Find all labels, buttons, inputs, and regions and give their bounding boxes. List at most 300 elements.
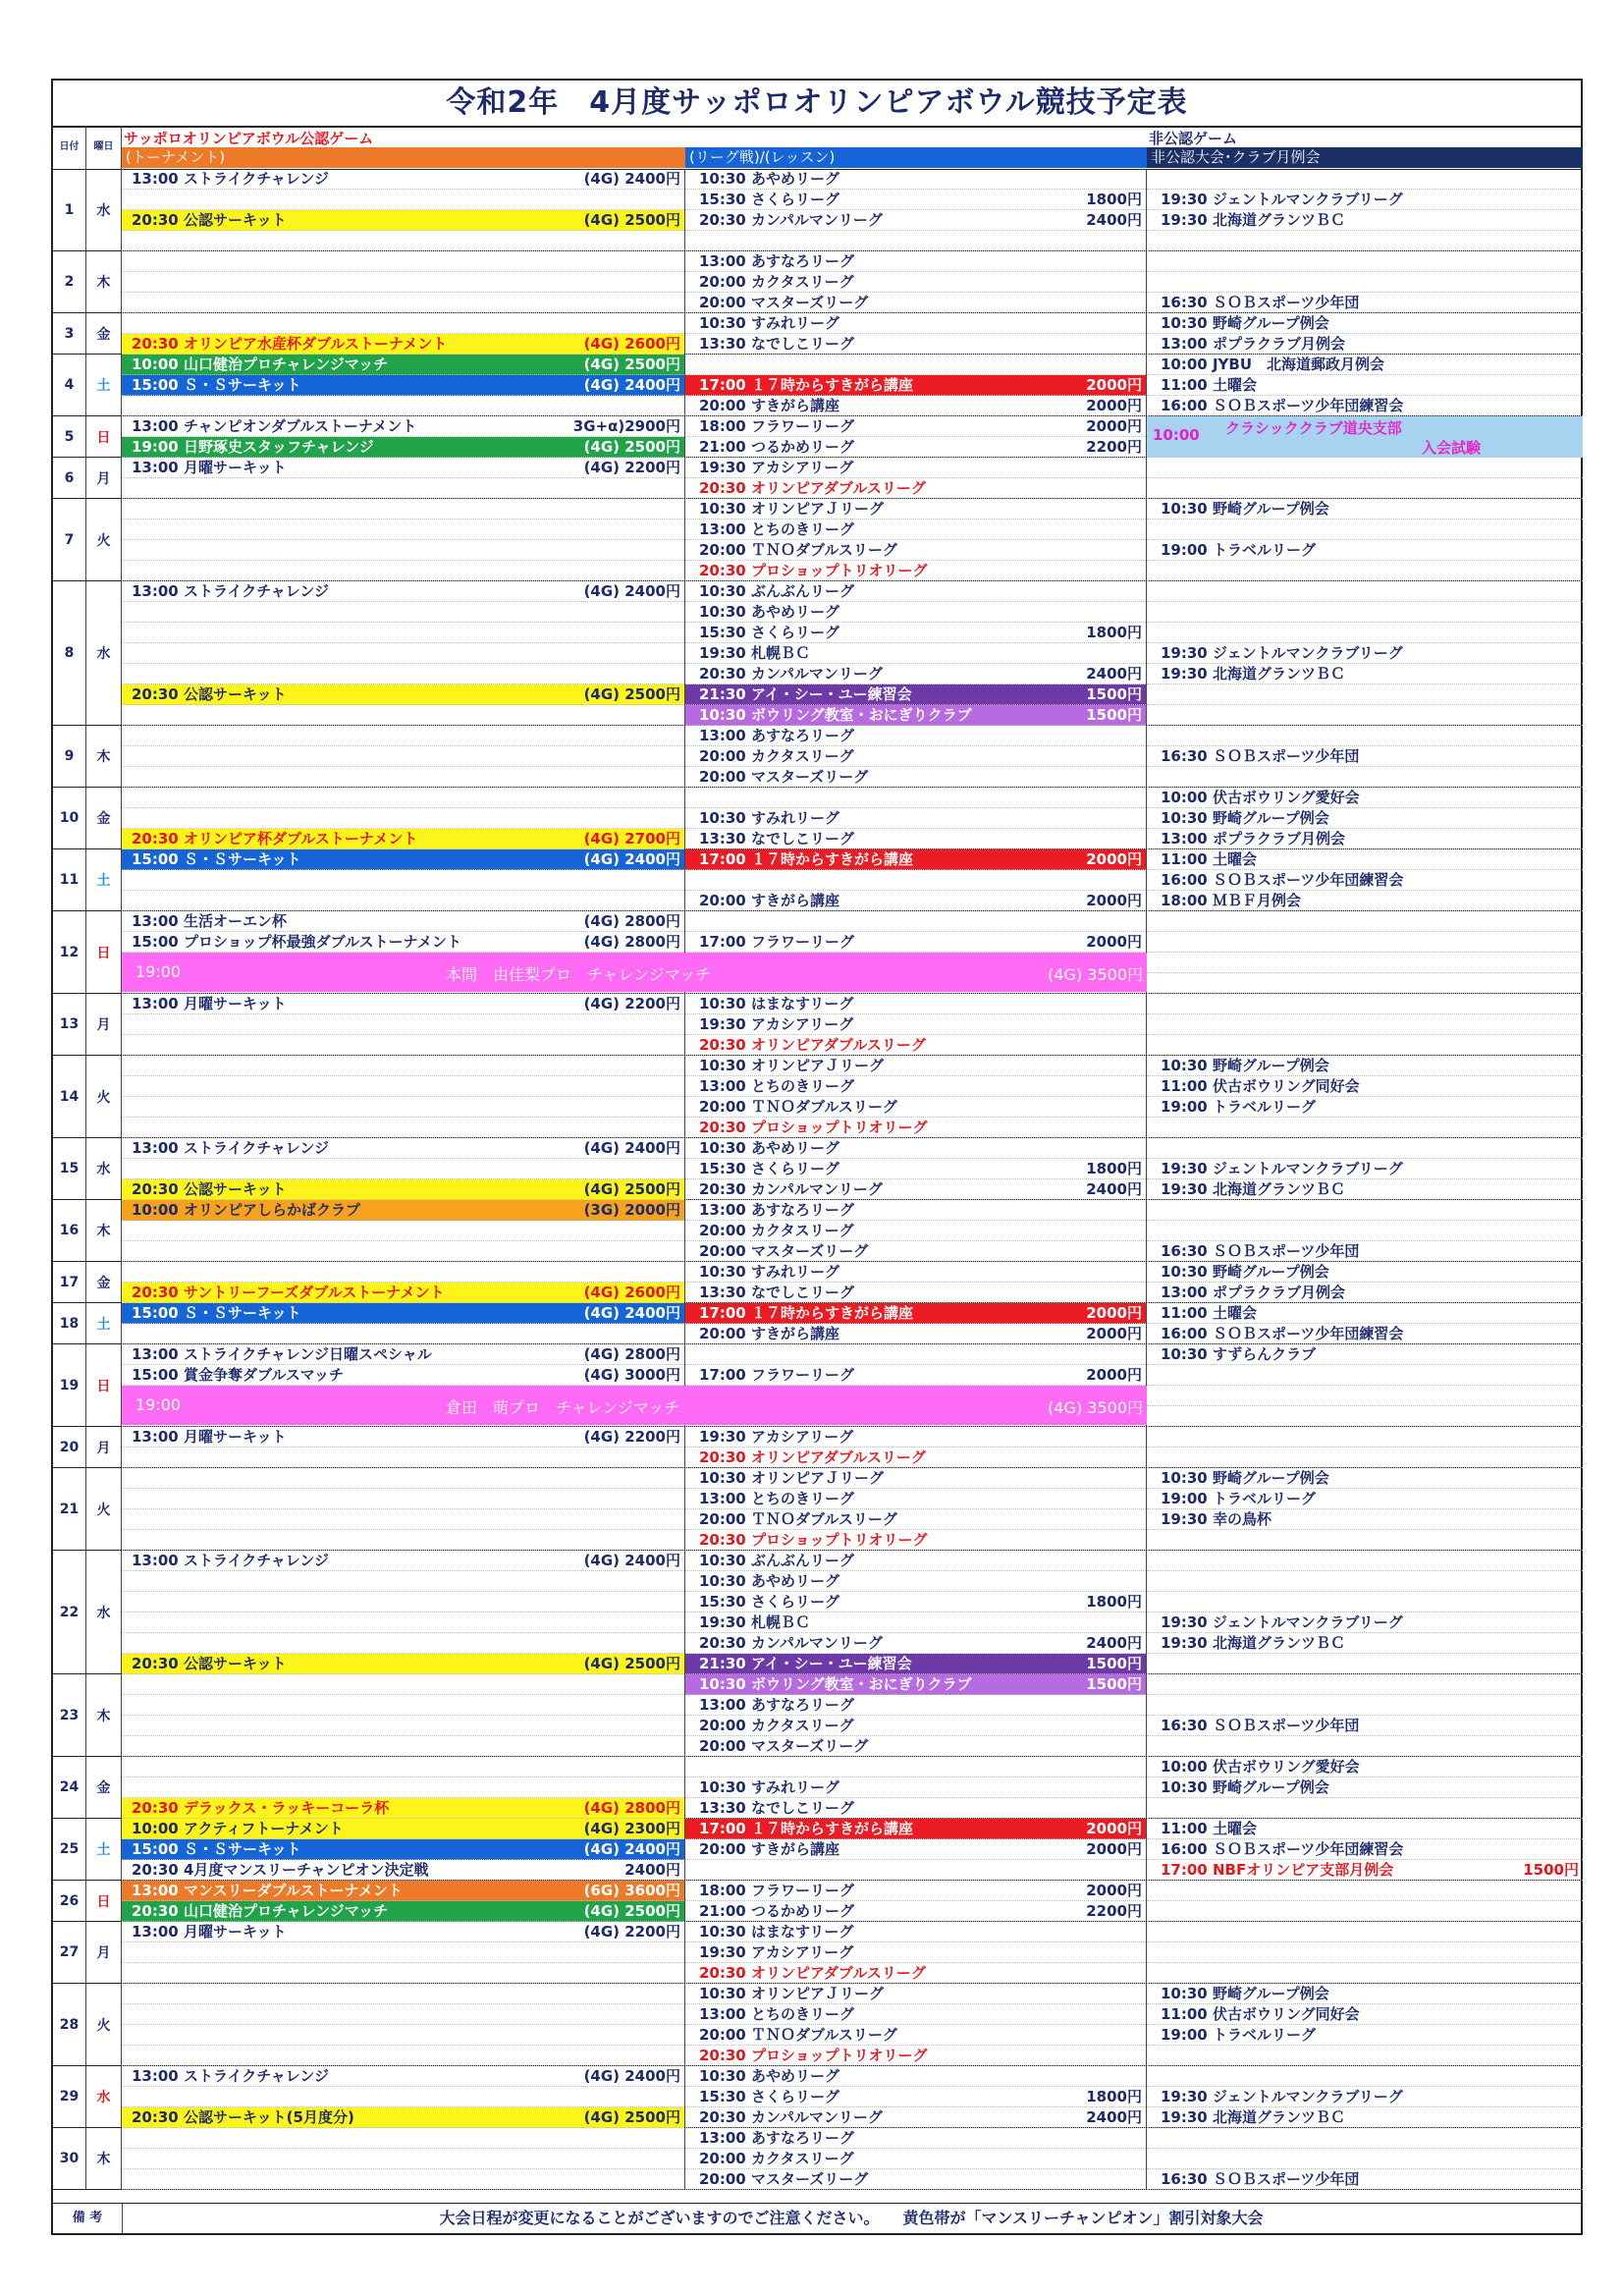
event-title: 17:00 NBFオリンピア支部月例会 xyxy=(1161,1861,1394,1879)
event-entry xyxy=(122,911,684,932)
day-row xyxy=(53,581,1581,726)
event-title: 10:30 あやめリーグ xyxy=(699,1572,839,1590)
day-number: 5 xyxy=(53,416,86,457)
weekday: 日 xyxy=(86,1344,122,1426)
event-entry xyxy=(122,2066,684,2087)
event-entry xyxy=(685,334,1146,355)
event-title: 15:00 Ｓ・Ｓサーキット xyxy=(132,850,301,868)
event-title: 18:00 ＭＢＦ月例会 xyxy=(1161,892,1301,909)
league-column xyxy=(685,849,1147,910)
event-title: 19:00 トラベルリーグ xyxy=(1161,541,1316,559)
event-price: 2000円 xyxy=(1086,397,1142,414)
grid-line xyxy=(1147,231,1583,251)
grid-line xyxy=(122,1613,684,1633)
day-number: 11 xyxy=(53,849,86,910)
grid-line xyxy=(1147,726,1583,746)
event-entry xyxy=(1147,1509,1583,1530)
event-title: 20:00 ＴＮＯダブルスリーグ xyxy=(699,1510,897,1528)
grid-line xyxy=(1147,1221,1583,1241)
grid-line xyxy=(122,1716,684,1736)
day-row xyxy=(53,313,1581,355)
event-entry xyxy=(1147,2025,1583,2046)
event-title: 19:30 札幌ＢＣ xyxy=(699,644,810,662)
unofficial-column xyxy=(1147,2128,1583,2189)
event-title: 15:00 Ｓ・Ｓサーキット xyxy=(132,1840,301,1858)
footer-label: 備 考 xyxy=(53,2204,123,2233)
grid-line xyxy=(1147,1571,1583,1592)
challenge-match-band xyxy=(122,1386,1147,1425)
day-row xyxy=(53,1138,1581,1200)
day-number: 6 xyxy=(53,458,86,498)
event-title: 20:00 ＴＮＯダブルスリーグ xyxy=(699,541,897,559)
event-entry xyxy=(1147,2169,1583,2190)
event-title: 16:30 ＳＯＢスポーツ少年団 xyxy=(1161,1717,1360,1734)
event-entry xyxy=(122,581,684,602)
day-number: 20 xyxy=(53,1427,86,1467)
event-price: 2000円 xyxy=(1086,1304,1142,1322)
grid-line xyxy=(1147,1736,1583,1757)
event-title: 10:30 はまなすリーグ xyxy=(699,995,854,1012)
event-entry xyxy=(122,375,684,396)
grid-line xyxy=(1147,561,1583,581)
event-title: 10:30 ボウリング教室・おにぎりクラブ xyxy=(699,706,972,724)
official-column xyxy=(122,1468,685,1550)
event-entry xyxy=(122,684,684,705)
grid-line xyxy=(122,1736,684,1757)
event-entry xyxy=(685,1592,1146,1613)
weekday: 土 xyxy=(86,355,122,415)
day-number: 13 xyxy=(53,994,86,1055)
official-column xyxy=(122,788,685,848)
event-title: 13:00 あすなろリーグ xyxy=(699,252,854,270)
league-column xyxy=(685,1427,1147,1467)
grid-line xyxy=(122,1076,684,1097)
official-column xyxy=(122,2128,685,2189)
event-title: 21:00 つるかめリーグ xyxy=(699,1902,854,1920)
event-title: 10:00 山口健治プロチャレンジマッチ xyxy=(132,355,389,373)
day-row xyxy=(53,788,1581,849)
event-title: 13:30 なでしこリーグ xyxy=(699,335,854,353)
grid-line xyxy=(122,499,684,519)
grid-line xyxy=(685,1757,1146,1777)
event-entry xyxy=(1147,1241,1583,1262)
event-entry xyxy=(685,1427,1146,1448)
event-entry xyxy=(685,169,1146,190)
event-entry xyxy=(685,891,1146,911)
grid-line xyxy=(122,231,684,251)
date-header: 日付 xyxy=(53,126,86,169)
event-price: (4G) 2200円 xyxy=(583,1428,680,1446)
grid-line xyxy=(122,808,684,829)
event-title: 19:30 ジェントルマンクラブリーグ xyxy=(1161,2088,1403,2105)
event-price: 2000円 xyxy=(1086,933,1142,951)
grid-line xyxy=(122,1324,684,1344)
event-title: 20:00 すきがら講座 xyxy=(699,1840,839,1858)
unofficial-column xyxy=(1147,581,1583,725)
league-column xyxy=(685,1262,1147,1302)
event-price: 2400円 xyxy=(1086,2108,1142,2126)
event-entry xyxy=(1147,375,1583,396)
event-title: 20:30 公認サーキット xyxy=(132,211,287,229)
grid-line xyxy=(1147,602,1583,623)
event-title: 10:30 あやめリーグ xyxy=(699,1139,839,1157)
day-number: 18 xyxy=(53,1303,86,1343)
grid-line xyxy=(122,1056,684,1076)
grid-line xyxy=(1147,478,1583,499)
event-entry xyxy=(685,1118,1146,1138)
weekday: 日 xyxy=(86,911,122,993)
event-entry xyxy=(1147,190,1583,210)
event-entry xyxy=(1147,746,1583,767)
event-title: 19:30 北海道グランツＢＣ xyxy=(1161,1634,1345,1652)
grid-line xyxy=(685,911,1146,932)
event-title: 20:00 カクタスリーグ xyxy=(699,747,854,765)
event-price: (6G) 3600円 xyxy=(583,1882,680,1899)
event-price: (4G) 2200円 xyxy=(583,1923,680,1941)
event-title: 10:30 オリンピアＪリーグ xyxy=(699,1057,884,1074)
grid-line xyxy=(1147,1592,1583,1613)
event-title: 13:00 生活オーエン杯 xyxy=(132,912,287,930)
event-entry xyxy=(685,1159,1146,1179)
event-entry xyxy=(685,272,1146,293)
event-entry xyxy=(122,829,684,849)
event-price: 2000円 xyxy=(1086,1820,1142,1837)
event-entry xyxy=(685,1221,1146,1241)
day-row xyxy=(53,1551,1581,1674)
event-entry xyxy=(685,1097,1146,1118)
event-entry xyxy=(685,396,1146,416)
weekday: 月 xyxy=(86,1427,122,1467)
grid-line xyxy=(122,623,684,643)
event-title: 20:30 オリンピアダブルスリーグ xyxy=(699,1449,926,1466)
event-title: 19:30 ジェントルマンクラブリーグ xyxy=(1161,1613,1403,1631)
unofficial-column xyxy=(1147,458,1583,498)
grid-line xyxy=(1147,1035,1583,1056)
event-entry xyxy=(685,684,1146,705)
event-title: 13:00 あすなろリーグ xyxy=(699,727,854,744)
event-title: 13:00 とちのきリーグ xyxy=(699,2005,854,2023)
event-price: 1800円 xyxy=(1086,624,1142,641)
grid-line xyxy=(122,1241,684,1262)
grid-line xyxy=(122,561,684,581)
event-title: 20:30 カンパルマンリーグ xyxy=(699,1634,883,1652)
grid-line xyxy=(122,1118,684,1138)
event-entry xyxy=(1147,1283,1583,1303)
event-entry xyxy=(122,1839,684,1860)
event-title: 13:00 ストライクチャレンジ xyxy=(132,1552,330,1569)
event-price: (4G) 2400円 xyxy=(583,376,680,394)
event-entry xyxy=(685,808,1146,829)
event-entry xyxy=(1147,1468,1583,1489)
grid-line xyxy=(122,190,684,210)
grid-line xyxy=(122,1468,684,1489)
event-entry xyxy=(685,210,1146,231)
weekday: 月 xyxy=(86,458,122,498)
band-time: 19:00 xyxy=(135,1395,182,1414)
event-title: 13:00 あすなろリーグ xyxy=(699,1201,854,1219)
grid-line xyxy=(122,1633,684,1654)
event-title: 13:00 あすなろリーグ xyxy=(699,2129,854,2147)
event-entry xyxy=(685,1654,1146,1674)
event-title: 20:00 マスターズリーグ xyxy=(699,1242,869,1260)
event-entry xyxy=(685,643,1146,664)
grid-line xyxy=(122,396,684,416)
event-entry xyxy=(685,1716,1146,1736)
day-number: 29 xyxy=(53,2066,86,2127)
event-title: 15:30 さくらリーグ xyxy=(699,1593,839,1611)
grid-line xyxy=(122,2169,684,2190)
day-number: 7 xyxy=(53,499,86,580)
event-title: 17:00 １７時からすきがら講座 xyxy=(699,1820,913,1837)
event-title: 21:00 つるかめリーグ xyxy=(699,438,854,456)
grid-line xyxy=(122,1035,684,1056)
day-row xyxy=(53,911,1581,994)
event-title: 10:30 野崎グループ例会 xyxy=(1161,1057,1329,1074)
event-title: 13:00 月曜サーキット xyxy=(132,1428,287,1446)
league-column xyxy=(685,1200,1147,1261)
event-price: (4G) 2600円 xyxy=(583,335,680,353)
grid-line xyxy=(1147,994,1583,1014)
event-title: 20:30 4月度マンスリーチャンピオン決定戦 xyxy=(132,1861,429,1879)
event-entry xyxy=(1147,1097,1583,1118)
event-entry xyxy=(685,251,1146,272)
day-row xyxy=(53,1757,1581,1819)
event-title: 19:30 ジェントルマンクラブリーグ xyxy=(1161,1160,1403,1177)
grid-line xyxy=(1147,911,1583,932)
event-title: 20:00 カクタスリーグ xyxy=(699,1717,854,1734)
day-row xyxy=(53,726,1581,788)
event-title: 13:00 ポプラクラブ月例会 xyxy=(1161,1284,1345,1301)
event-price: (4G) 2500円 xyxy=(583,685,680,703)
grid-line xyxy=(122,478,684,499)
league-column xyxy=(685,1138,1147,1199)
grid-line xyxy=(1147,1901,1583,1922)
event-price: 2000円 xyxy=(1086,417,1142,435)
event-title: 11:00 土曜会 xyxy=(1161,376,1257,394)
grid-line xyxy=(122,1592,684,1613)
official-column xyxy=(122,1200,685,1261)
event-title: 10:30 あやめリーグ xyxy=(699,2067,839,2085)
day-row xyxy=(53,1056,1581,1138)
weekday: 金 xyxy=(86,788,122,848)
grid-line xyxy=(122,1777,684,1798)
event-title: 16:00 ＳＯＢスポーツ少年団練習会 xyxy=(1161,1840,1404,1858)
event-title: 19:30 アカシアリーグ xyxy=(699,1428,854,1446)
event-entry xyxy=(685,1942,1146,1963)
grid-line xyxy=(122,746,684,767)
official-column xyxy=(122,169,685,250)
day-row xyxy=(53,2128,1581,2190)
event-entry xyxy=(685,293,1146,313)
day-row xyxy=(53,1262,1581,1303)
event-entry xyxy=(122,416,684,437)
official-column xyxy=(122,1922,685,1983)
event-title: 16:30 ＳＯＢスポーツ少年団 xyxy=(1161,747,1360,765)
unofficial-column xyxy=(1147,1551,1583,1673)
event-price: 3G+α)2900円 xyxy=(572,417,680,435)
event-title: 11:00 土曜会 xyxy=(1161,850,1257,868)
unofficial-column xyxy=(1147,1344,1583,1426)
day-row xyxy=(53,1984,1581,2066)
event-price: 1500円 xyxy=(1523,1861,1579,1879)
grid-line xyxy=(122,643,684,664)
event-title: 17:00 フラワーリーグ xyxy=(699,1366,854,1384)
grid-line xyxy=(122,1695,684,1716)
event-entry xyxy=(685,664,1146,684)
league-column xyxy=(685,1984,1147,2065)
event-price: (4G) 2800円 xyxy=(583,1799,680,1817)
event-entry xyxy=(685,829,1146,849)
event-title: 10:30 すずらんクラブ xyxy=(1161,1345,1317,1363)
day-row xyxy=(53,1819,1581,1881)
grid-line xyxy=(122,1097,684,1118)
event-title: 20:30 カンパルマンリーグ xyxy=(699,2108,883,2126)
grid-line xyxy=(1147,1448,1583,1468)
unofficial-column xyxy=(1147,2066,1583,2127)
event-title: 20:30 公認サーキット xyxy=(132,685,287,703)
day-number: 25 xyxy=(53,1819,86,1880)
event-entry xyxy=(685,932,1146,953)
event-price: 2200円 xyxy=(1086,438,1142,456)
band-name: 本間 由佳梨プロ チャレンジマッチ xyxy=(446,965,712,984)
grid-line xyxy=(122,1530,684,1551)
event-price: (4G) 2800円 xyxy=(583,912,680,930)
event-price: 2400円 xyxy=(1086,1180,1142,1198)
grid-line xyxy=(122,664,684,684)
weekday: 金 xyxy=(86,1262,122,1302)
event-price: (4G) 2500円 xyxy=(583,355,680,373)
day-number: 21 xyxy=(53,1468,86,1550)
event-entry xyxy=(122,1922,684,1942)
event-price: 2000円 xyxy=(1086,1366,1142,1384)
grid-line xyxy=(1147,2046,1583,2066)
league-column xyxy=(685,994,1147,1055)
table-header xyxy=(53,126,1581,170)
official-column xyxy=(122,1138,685,1199)
event-title: 10:30 野崎グループ例会 xyxy=(1161,500,1329,518)
event-entry xyxy=(685,849,1146,870)
grid-line xyxy=(1147,1427,1583,1448)
weekday: 火 xyxy=(86,1984,122,2065)
grid-line xyxy=(1147,973,1583,994)
league-column xyxy=(685,788,1147,848)
official-column xyxy=(122,1551,685,1673)
day-number: 4 xyxy=(53,355,86,415)
event-title: 15:30 さくらリーグ xyxy=(699,2088,839,2105)
event-entry xyxy=(685,1695,1146,1716)
event-price: (4G) 2200円 xyxy=(583,459,680,476)
event-entry xyxy=(1147,313,1583,334)
event-title: 20:00 マスターズリーグ xyxy=(699,768,869,786)
event-entry xyxy=(685,1736,1146,1757)
event-title: 20:00 カクタスリーグ xyxy=(699,1222,854,1239)
event-title: 20:00 ＴＮＯダブルスリーグ xyxy=(699,1098,897,1116)
day-number: 27 xyxy=(53,1922,86,1983)
event-title: 11:00 土曜会 xyxy=(1161,1820,1257,1837)
grid-line xyxy=(1147,1695,1583,1716)
event-title: 10:30 あやめリーグ xyxy=(699,603,839,621)
event-price: (4G) 2500円 xyxy=(583,1655,680,1672)
grid-line xyxy=(1147,1200,1583,1221)
weekday: 日 xyxy=(86,416,122,457)
event-entry xyxy=(1147,1757,1583,1777)
event-entry xyxy=(685,746,1146,767)
event-price: 2400円 xyxy=(1086,665,1142,683)
event-title: 10:00 JYBU 北海道郵政月例会 xyxy=(1161,355,1385,373)
event-price: 2400円 xyxy=(624,1861,680,1879)
day-number: 10 xyxy=(53,788,86,848)
event-price: (4G) 2800円 xyxy=(583,933,680,951)
club-exam-box xyxy=(1147,416,1583,458)
unofficial-column xyxy=(1147,726,1583,787)
day-number: 1 xyxy=(53,169,86,250)
unofficial-column xyxy=(1147,849,1583,910)
event-entry xyxy=(1147,1303,1583,1324)
event-entry xyxy=(685,1179,1146,1200)
event-entry xyxy=(685,1509,1146,1530)
event-entry xyxy=(122,849,684,870)
event-price: (4G) 2400円 xyxy=(583,582,680,600)
event-entry xyxy=(1147,891,1583,911)
grid-line xyxy=(1147,684,1583,705)
event-entry xyxy=(1147,788,1583,808)
grid-line xyxy=(1147,767,1583,788)
event-entry xyxy=(1147,1056,1583,1076)
event-entry xyxy=(685,1613,1146,1633)
grid-line xyxy=(1147,1942,1583,1963)
day-row xyxy=(53,1674,1581,1757)
unofficial-column xyxy=(1147,1056,1583,1137)
event-title: 20:30 オリンピア杯ダブルストーナメント xyxy=(132,830,418,847)
unofficial-column xyxy=(1147,1984,1583,2065)
grid-line xyxy=(1147,932,1583,953)
grid-line xyxy=(122,2025,684,2046)
event-title: 10:00 伏古ボウリング愛好会 xyxy=(1161,1758,1360,1776)
event-entry xyxy=(122,1901,684,1922)
unofficial-column xyxy=(1147,1881,1583,1921)
event-title: 19:30 アカシアリーグ xyxy=(699,1015,854,1033)
unofficial-header xyxy=(1147,126,1583,169)
grid-line xyxy=(1147,1798,1583,1819)
footer xyxy=(53,2203,1581,2233)
day-row xyxy=(53,2066,1581,2128)
event-title: 19:30 北海道グランツＢＣ xyxy=(1161,211,1345,229)
event-title: 20:00 カクタスリーグ xyxy=(699,2150,854,2167)
event-title: 10:30 オリンピアＪリーグ xyxy=(699,1469,884,1487)
official-column xyxy=(122,416,685,457)
event-title: 19:30 幸の鳥杯 xyxy=(1161,1510,1271,1528)
event-entry xyxy=(1147,664,1583,684)
event-entry xyxy=(685,1303,1146,1324)
event-entry xyxy=(685,1324,1146,1344)
event-price: (4G) 2400円 xyxy=(583,1304,680,1322)
day-row xyxy=(53,1922,1581,1984)
event-price: 2400円 xyxy=(1086,1634,1142,1652)
league-column xyxy=(685,1819,1147,1880)
event-entry xyxy=(122,169,684,190)
grid-line xyxy=(1147,251,1583,272)
weekday: 火 xyxy=(86,499,122,580)
event-title: 19:00 トラベルリーグ xyxy=(1161,1098,1316,1116)
event-entry xyxy=(685,1551,1146,1571)
day-row xyxy=(53,458,1581,499)
event-title: 17:00 １７時からすきがら講座 xyxy=(699,1304,913,1322)
event-entry xyxy=(122,1654,684,1674)
event-entry xyxy=(685,1283,1146,1303)
grid-line xyxy=(685,1860,1146,1881)
grid-line xyxy=(122,726,684,746)
event-entry xyxy=(1147,293,1583,313)
